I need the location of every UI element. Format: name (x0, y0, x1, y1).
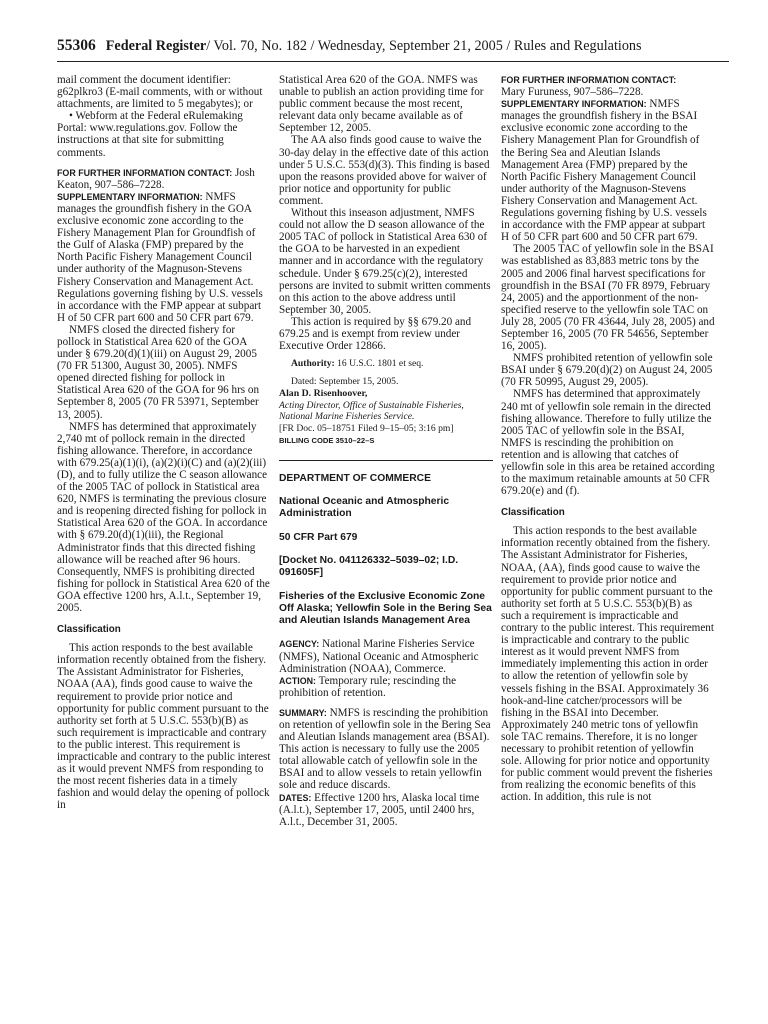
col3-contact-text: Mary Furuness, 907–586–7228. (501, 86, 644, 99)
col2-paragraph-2: The AA also finds good cause to waive the 30-day delay in the effective date of this action under 5 U.S.C. 553(d)(3). This finding is based upon the reasons provided above for waiver of prior notice and opportunity for public comment. (279, 134, 490, 207)
agency-line (279, 638, 493, 674)
col3-paragraph-prohibited: NMFS prohibited retention of yellowfin sole BSAI under § 679.20(d)(2) on August 24, 2005 (70 FR 50995, August 29, 2005). (501, 352, 713, 389)
issue-details: / Vol. 70, No. 182 / Wednesday, September 21, 2005 / Rules and Regulations (206, 38, 642, 54)
contact-label: FOR FURTHER INFORMATION CONTACT: (501, 75, 677, 85)
col1-supplementary (57, 191, 271, 324)
fr-doc-line: [FR Doc. 05–18751 Filed 9–15–05; 3:16 pm] (279, 422, 454, 434)
publication-name: Federal Register (105, 38, 207, 54)
summary-line (279, 707, 493, 792)
col3-classification-heading: Classification (501, 507, 565, 519)
summary-text: NMFS is rescinding the prohibition on retention of yellowfin sole in the Bering Sea and Aleutian Islands management area (BSAI). This action is necessary to fully use the 2005 total allowable catch of yellowfin sole in the BSAI and to allow vessels to retain yellowfin sole and reduce discards. (279, 706, 491, 792)
col3-contact-label-line (501, 74, 715, 86)
agency-text: National Marine Fisheries Service (NMFS), National Oceanic and Atmospheric Administration (NOAA), Commerce. (279, 638, 479, 675)
dates-label: DATES: (279, 792, 312, 803)
page-number: 55306 (57, 37, 96, 54)
summary-label: SUMMARY: (279, 707, 327, 718)
supplementary-label: SUPPLEMENTARY INFORMATION: (57, 191, 203, 202)
column-2 (279, 74, 493, 828)
col2-paragraph-1: Statistical Area 620 of the GOA. NMFS was unable to publish an action providing time for public comment because the most recent, relevant data only became available as of September 12, 2005. (279, 74, 484, 135)
agency-label: AGENCY: (279, 639, 320, 650)
col1-webform-bullet: • Webform at the Federal eRulemaking Portal: www.regulations.gov. Follow the instructions at that site for submitting comments. (57, 110, 243, 159)
col3-paragraph-classification: This action responds to the best available information recently obtained from the fishery. The Assistant Administrator for Fisheries, NOAA, (AA), finds good cause to waive the requirement to provide prior notice and opportunity for public comment pursuant to the authority set forth at 5 U.S.C. 553(b)(B) as such a requirement is impracticable and contrary to the public interest. This requirement is impracticable and contrary to the public interest as it would prevent NMFS from immediately implementing this action in order to allow the retention of yellowfin sole by vessels fishing in the BSAI. Approximately 36 hook-and-line catcher/processors will be fishing in the BSAI into December. Approximately 240 metric tons of yellowfin sole TAC remains. Therefore, it is no longer necessary to prohibit retention of yellowfin sole. Allowing for prior notice and opportunity for public comment would prevent the fisheries from realizing the economic benefits of this action. In addition, this rule is not (501, 525, 714, 804)
column-1 (57, 74, 271, 811)
rule-title: Fisheries of the Exclusive Economic Zone Off Alaska; Yellowfin Sole in the Bering Sea and Aleutian Islands Management Area (279, 590, 492, 627)
column-3 (501, 74, 715, 803)
contact-label: FOR FURTHER INFORMATION CONTACT: (57, 167, 233, 178)
col3-paragraph-determination: NMFS has determined that approximately 240 mt of yellowfin sole remain in the directed fishing allowance. Therefore to fully utilize the 2005 TAC of yellowfin sole in the BSAI, NMFS is rescinding the prohibition on retention and is allowing that catches of yellowfin sole in this area be retained according to the maximum retainable amounts at 50 CFR 679.20(e) and (f). (501, 388, 715, 498)
col2-paragraph-4: This action is required by §§ 679.20 and 679.25 and is exempt from review under Executive Order 12866. (279, 315, 472, 353)
contact-text: Josh Keaton, 907–586–7228. (57, 166, 255, 191)
action-text: Temporary rule; rescinding the prohibition of retention. (279, 674, 457, 699)
col1-paragraph-closure: NMFS closed the directed fishery for pollock in Statistical Area 620 of the GOA under § 679.20(d)(1)(iii) on August 29, 2005 (70 FR 51300, August 30, 2005). NMFS opened directed fishing for pollock in Statistical Area 620 of the GOA for 96 hrs on September 8, 2005 (70 FR 53971, September 13, 2005). (57, 323, 260, 421)
col1-paragraph-1: mail comment the document identifier: g62plkro3 (E-mail comments, with or without attachments, are limited to 5 megabytes); or (57, 74, 263, 111)
agency-heading: National Oceanic and Atmospheric Administration (279, 496, 450, 520)
cfr-heading: 50 CFR Part 679 (279, 531, 358, 543)
col2-paragraph-3: Without this inseason adjustment, NMFS could not allow the D season allowance of the 2005 TAC of pollock in Statistical Area 630 of the GOA to be harvested in an expedient manner and in accordance with the regulatory schedule. Under § 679.25(c)(2), interested persons are invited to submit written comments on this action to the above address until September 30, 2005. (279, 207, 491, 316)
action-label: ACTION: (279, 675, 316, 686)
authority-text: 16 U.S.C. 1801 et seq. (334, 358, 424, 370)
signer-name: Alan D. Risenhoover, (279, 388, 368, 400)
signer-title: Acting Director, Office of Sustainable Fisheries, National Marine Fisheries Service. (279, 400, 464, 423)
col1-paragraph-determination: NMFS has determined that approximately 2,740 mt of pollock remain in the directed fishing allowance. Therefore, in accordance with 679.25(a)(1)(i), (a)(2)(i)(C) and (a)(2)(iii)(D), and to fully utilize the C season allowance of the 2005 TAC of pollock in Statistical area 620, NMFS is terminating the previous closure and is reopening directed fishing for pollock in Statistical Area 620 of the GOA. In accordance with § 679.20(d)(1)(iii), the Regional Administrator finds that this directed fishing allowance will be reached after 96 hours. Consequently, NMFS is prohibiting directed fishing for pollock in Statistical Area 620 of the GOA effective 1200 hrs, A.l.t., September 19, 2005. (57, 420, 270, 615)
supplementary-label: SUPPLEMENTARY INFORMATION: (501, 99, 647, 110)
page-header (57, 36, 729, 56)
dates-text: Effective 1200 hrs, Alaska local time (A.l.t.), September 17, 2005, until 2400 hrs, A.l.t., December 31, 2005. (279, 791, 480, 828)
supplementary-text: NMFS manages the groundfish fishery in the BSAI exclusive economic zone according to the Fishery Management Plan for Groundfish of the Bering Sea and Aleutian Islands Management Area (FMP) prepared by the North Pacific Fishery Management Council under authority of the Magnuson-Stevens Fishery Conservation and Management Act. Regulations governing fishing by U.S. vessels in accordance with the FMP appear at subpart H of 50 CFR part 600 and 50 CFR part 679. (501, 98, 707, 244)
section-divider (279, 460, 493, 461)
col3-supplementary (501, 98, 715, 243)
header-rule (57, 61, 729, 62)
col1-classification-heading: Classification (57, 624, 121, 636)
col1-contact (57, 167, 271, 191)
authority-line (279, 358, 493, 370)
docket-heading: [Docket No. 041126332–5039–02; I.D. 091605F] (279, 554, 459, 579)
billing-code: BILLING CODE 3510–22–S (279, 435, 375, 445)
department-heading: DEPARTMENT OF COMMERCE (279, 472, 431, 484)
action-line (279, 675, 493, 699)
authority-label: Authority: (291, 358, 335, 370)
col3-paragraph-tac: The 2005 TAC of yellowfin sole in the BSAI was established as 83,883 metric tons by the 2005 and 2006 final harvest specifications for groundfish in the BSAI (70 FR 8979, February 24, 2005) and the apportionment of the non-specified reserve to the yellowfin sole TAC on July 28, 2005 (70 FR 43644, July 28, 2005) and September 16, 2005 (70 FR 54656, September 16, 2005). (501, 243, 715, 353)
col1-paragraph-classification: This action responds to the best available information recently obtained from the fishery. The Assistant Administrator for Fisheries, NOAA (AA), finds good cause to waive the requirement to provide prior notice and opportunity for public comment pursuant to the authority set forth at 5 U.S.C. 553(b)(B) as such requirement is impracticable and contrary to the public interest. This requirement is impracticable and contrary to the public interest as it would prevent NMFS from responding to the most recent fisheries data in a timely fashion and would delay the opening of pollock in (57, 642, 271, 812)
supplementary-text: NMFS manages the groundfish fishery in the GOA exclusive economic zone according to the Fishery Management Plan for Groundfish of the Gulf of Alaska (FMP) prepared by the North Pacific Fishery Management Council under authority of the Magnuson-Stevens Fishery Conservation and Management Act. Regulations governing fishing by U.S. vessels in accordance with the FMP appear at subpart H of 50 CFR part 600 and 50 CFR part 679. (57, 190, 263, 324)
dates-line (279, 792, 493, 828)
dated-line: Dated: September 15, 2005. (291, 376, 399, 388)
